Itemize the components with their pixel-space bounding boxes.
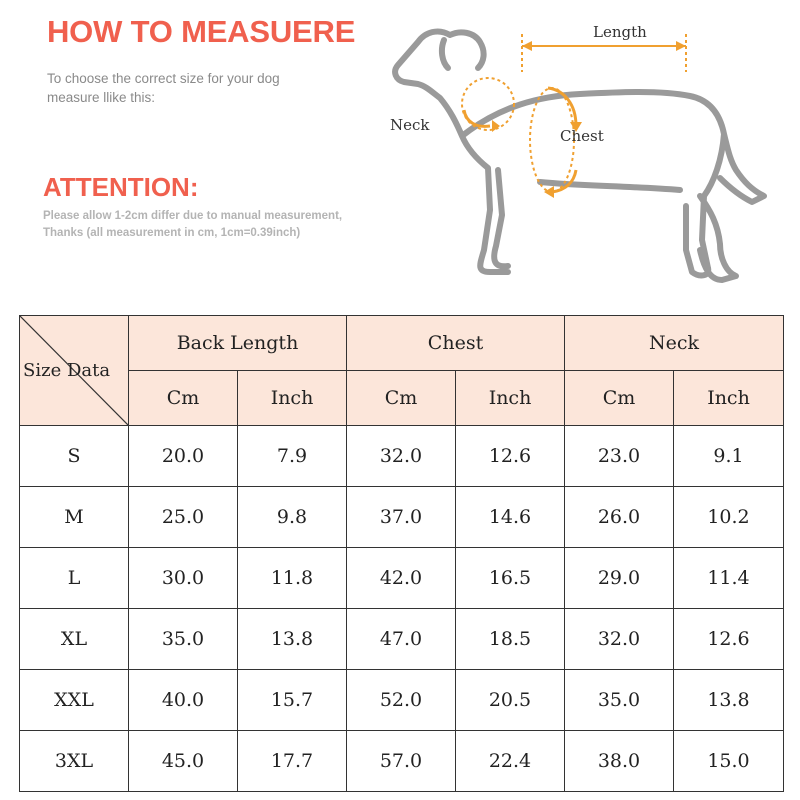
value-cell: 15.0 <box>674 731 784 792</box>
value-cell: 20.0 <box>129 426 238 487</box>
chest-label: Chest <box>560 127 604 145</box>
value-cell: 38.0 <box>565 731 674 792</box>
value-cell: 29.0 <box>565 548 674 609</box>
size-cell: 3XL <box>20 731 129 792</box>
table-row <box>20 548 784 609</box>
value-cell: 35.0 <box>129 609 238 670</box>
value-cell: 18.5 <box>456 609 565 670</box>
unit-header: Inch <box>674 371 784 426</box>
value-cell: 12.6 <box>456 426 565 487</box>
value-cell: 52.0 <box>347 670 456 731</box>
value-cell: 42.0 <box>347 548 456 609</box>
value-cell: 25.0 <box>129 487 238 548</box>
length-arrowhead-left <box>522 41 532 51</box>
value-cell: 9.1 <box>674 426 784 487</box>
note-line: Thanks (all measurement in cm, 1cm=0.39inch) <box>43 227 301 239</box>
neck-arrowhead <box>492 120 500 132</box>
value-cell: 17.7 <box>238 731 347 792</box>
value-cell: 11.4 <box>674 548 784 609</box>
value-cell: 40.0 <box>129 670 238 731</box>
chest-arrowhead-bottom <box>544 186 554 198</box>
note-line: Please allow 1-2cm differ due to manual measurement, <box>43 210 343 222</box>
value-cell: 14.6 <box>456 487 565 548</box>
value-cell: 16.5 <box>456 548 565 609</box>
length-label: Length <box>593 23 647 41</box>
value-cell: 23.0 <box>565 426 674 487</box>
unit-header: Cm <box>565 371 674 426</box>
value-cell: 26.0 <box>565 487 674 548</box>
length-arrowhead-right <box>676 41 686 51</box>
value-cell: 37.0 <box>347 487 456 548</box>
instruction-line: To choose the correct size for your dog <box>47 71 280 86</box>
value-cell: 32.0 <box>565 609 674 670</box>
dog-measurement-diagram <box>380 10 780 310</box>
instruction-text <box>47 69 347 107</box>
value-cell: 13.8 <box>674 670 784 731</box>
group-header-back-length: Back Length <box>129 316 347 371</box>
unit-header: Cm <box>129 371 238 426</box>
table-row <box>20 731 784 792</box>
value-cell: 47.0 <box>347 609 456 670</box>
table-row <box>20 487 784 548</box>
table-row <box>20 670 784 731</box>
value-cell: 10.2 <box>674 487 784 548</box>
size-cell: XXL <box>20 670 129 731</box>
group-header-neck: Neck <box>565 316 784 371</box>
neck-label: Neck <box>390 116 430 134</box>
unit-header: Inch <box>238 371 347 426</box>
value-cell: 35.0 <box>565 670 674 731</box>
value-cell: 22.4 <box>456 731 565 792</box>
size-cell: L <box>20 548 129 609</box>
size-cell: XL <box>20 609 129 670</box>
value-cell: 57.0 <box>347 731 456 792</box>
value-cell: 12.6 <box>674 609 784 670</box>
size-chart-table <box>19 315 784 792</box>
corner-label: Size Data <box>23 360 111 381</box>
value-cell: 32.0 <box>347 426 456 487</box>
dog-outline-icon <box>395 31 764 280</box>
size-cell: M <box>20 487 129 548</box>
page-title: HOW TO MEASUERE <box>47 14 356 49</box>
corner-header-cell <box>20 316 129 426</box>
value-cell: 30.0 <box>129 548 238 609</box>
value-cell: 9.8 <box>238 487 347 548</box>
header-group-row <box>20 316 784 371</box>
value-cell: 20.5 <box>456 670 565 731</box>
value-cell: 15.7 <box>238 670 347 731</box>
value-cell: 13.8 <box>238 609 347 670</box>
table-row <box>20 609 784 670</box>
group-header-chest: Chest <box>347 316 565 371</box>
attention-note <box>43 208 413 242</box>
attention-heading: ATTENTION: <box>43 172 199 202</box>
unit-header: Cm <box>347 371 456 426</box>
value-cell: 7.9 <box>238 426 347 487</box>
table-row <box>20 426 784 487</box>
size-cell: S <box>20 426 129 487</box>
unit-header: Inch <box>456 371 565 426</box>
instruction-line: measure llike this: <box>47 90 156 105</box>
header-unit-row <box>20 371 784 426</box>
value-cell: 45.0 <box>129 731 238 792</box>
value-cell: 11.8 <box>238 548 347 609</box>
